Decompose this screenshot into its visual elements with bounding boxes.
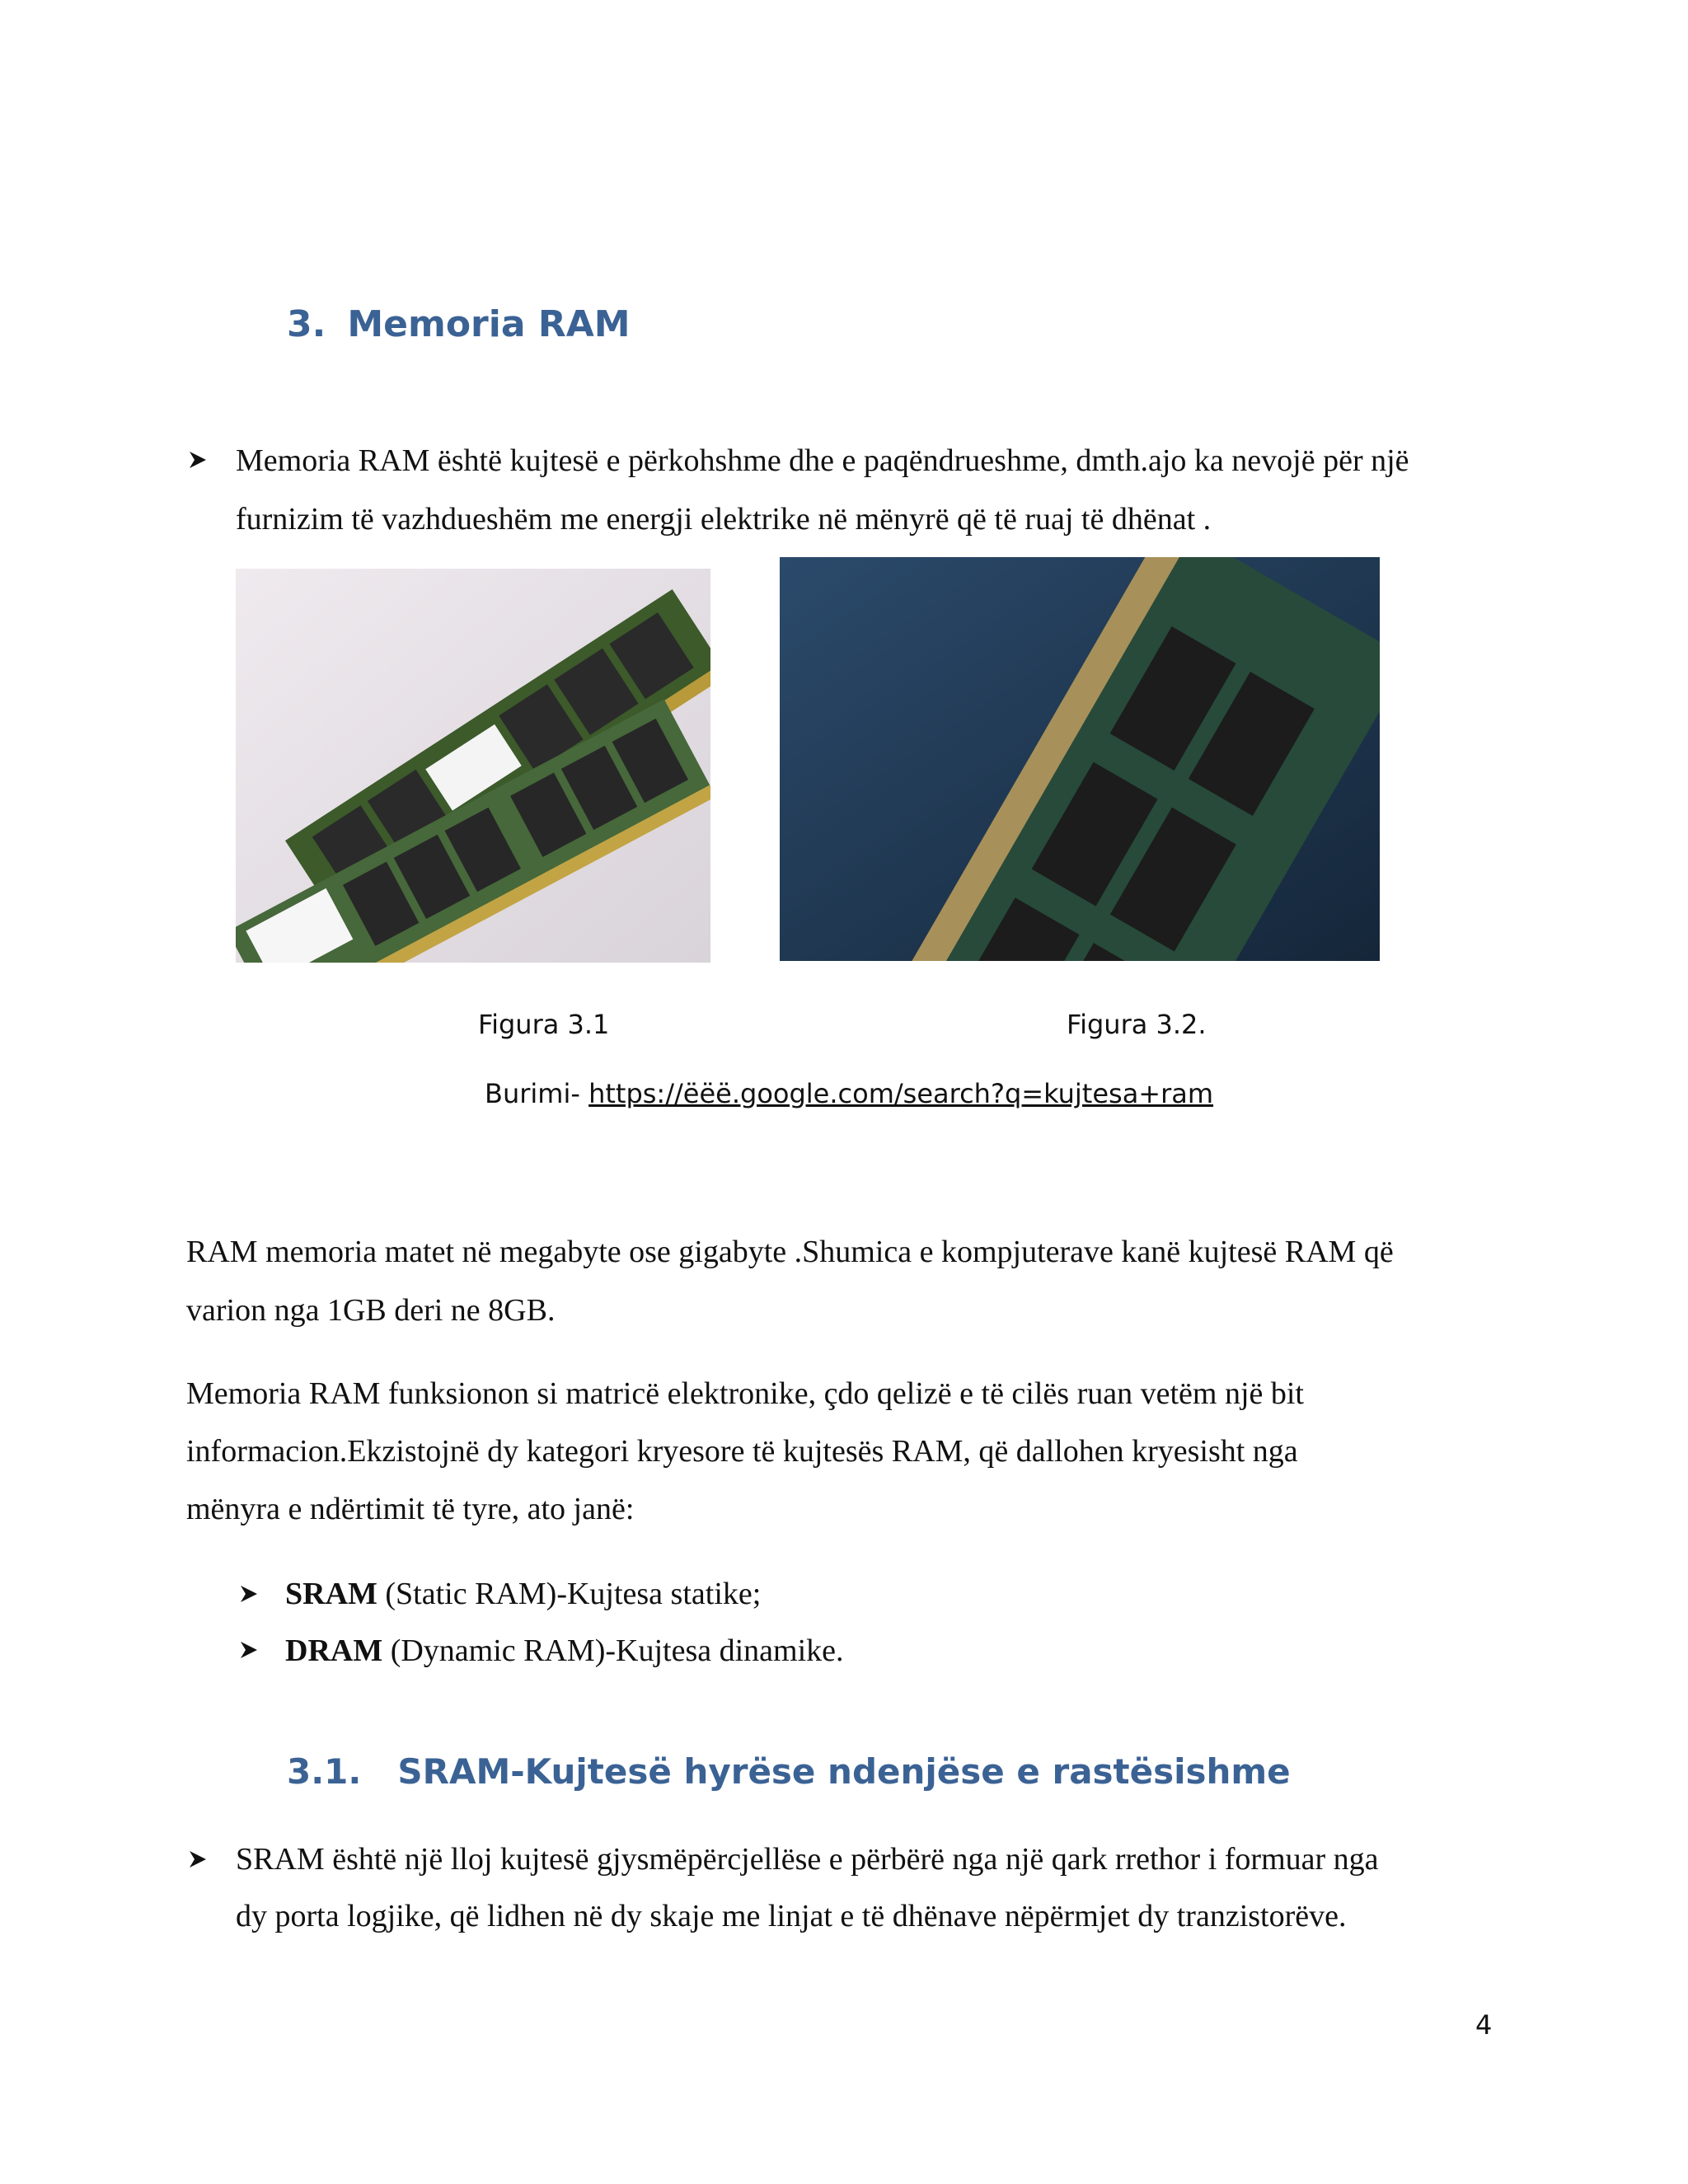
figure-caption: Figura 3.2. (1067, 1009, 1207, 1040)
bullet-text-line: SRAM është një lloj kujtesë gjysmëpërcjellëse e përbërë nga një qark rrethor i formuar nga (236, 1842, 1379, 1877)
list-item (285, 1566, 761, 1623)
source-prefix: Burimi- (485, 1078, 589, 1109)
arrow-bullet-icon (188, 1849, 206, 1869)
list-item-term: SRAM (285, 1577, 377, 1611)
arrow-bullet-icon (239, 1584, 257, 1604)
paragraph-line: RAM memoria matet në megabyte ose gigabyte .Shumica e kompjuterave kanë kujtesë RAM që (186, 1235, 1394, 1269)
section-heading (287, 303, 631, 345)
list-item-description: (Static RAM)-Kujtesa statike; (377, 1577, 762, 1611)
bullet-text-line: dy porta logjike, që lidhen në dy skaje me linjat e të dhënave nëpërmjet dy tranzistorëve. (236, 1899, 1347, 1933)
ram-chip-closeup-photo (780, 557, 1380, 961)
bullet-text-line: Memoria RAM është kujtesë e përkohshme dhe e paqëndrueshme, dmth.ajo ka nevojë për një (236, 443, 1409, 478)
ram-modules-photo (236, 569, 710, 963)
arrow-bullet-icon (239, 1640, 257, 1660)
source-link[interactable]: https://ëëë.google.com/search?q=kujtesa+ram (588, 1078, 1214, 1109)
paragraph-line: Memoria RAM funksionon si matricë elektronike, çdo qelizë e të cilës ruan vetëm një bit (186, 1376, 1304, 1411)
paragraph-line: mënyra e ndërtimit të tyre, ato janë: (186, 1492, 635, 1526)
arrow-bullet-icon (188, 450, 206, 470)
figure-caption: Figura 3.1 (478, 1009, 610, 1040)
subsection-title: SRAM-Kujtesë hyrëse ndenjëse e rastësishme (397, 1751, 1291, 1792)
bullet-text-line: furnizim të vazhdueshëm me energji elektrike në mënyrë që të ruaj të dhënat . (236, 502, 1212, 537)
paragraph-line: varion nga 1GB deri ne 8GB. (186, 1293, 556, 1328)
section-number: 3. (287, 303, 326, 345)
list-item-description: (Dynamic RAM)-Kujtesa dinamike. (382, 1633, 844, 1668)
list-item-term: DRAM (285, 1633, 383, 1668)
list-item (285, 1623, 844, 1680)
subsection-number: 3.1. (287, 1751, 362, 1792)
page-number: 4 (1475, 2009, 1493, 2041)
subsection-heading (287, 1751, 1291, 1792)
section-title: Memoria RAM (347, 303, 631, 345)
figure-source (485, 1078, 1213, 1109)
paragraph-line: informacion.Ekzistojnë dy kategori kryesore të kujtesës RAM, që dallohen kryesisht nga (186, 1434, 1298, 1469)
